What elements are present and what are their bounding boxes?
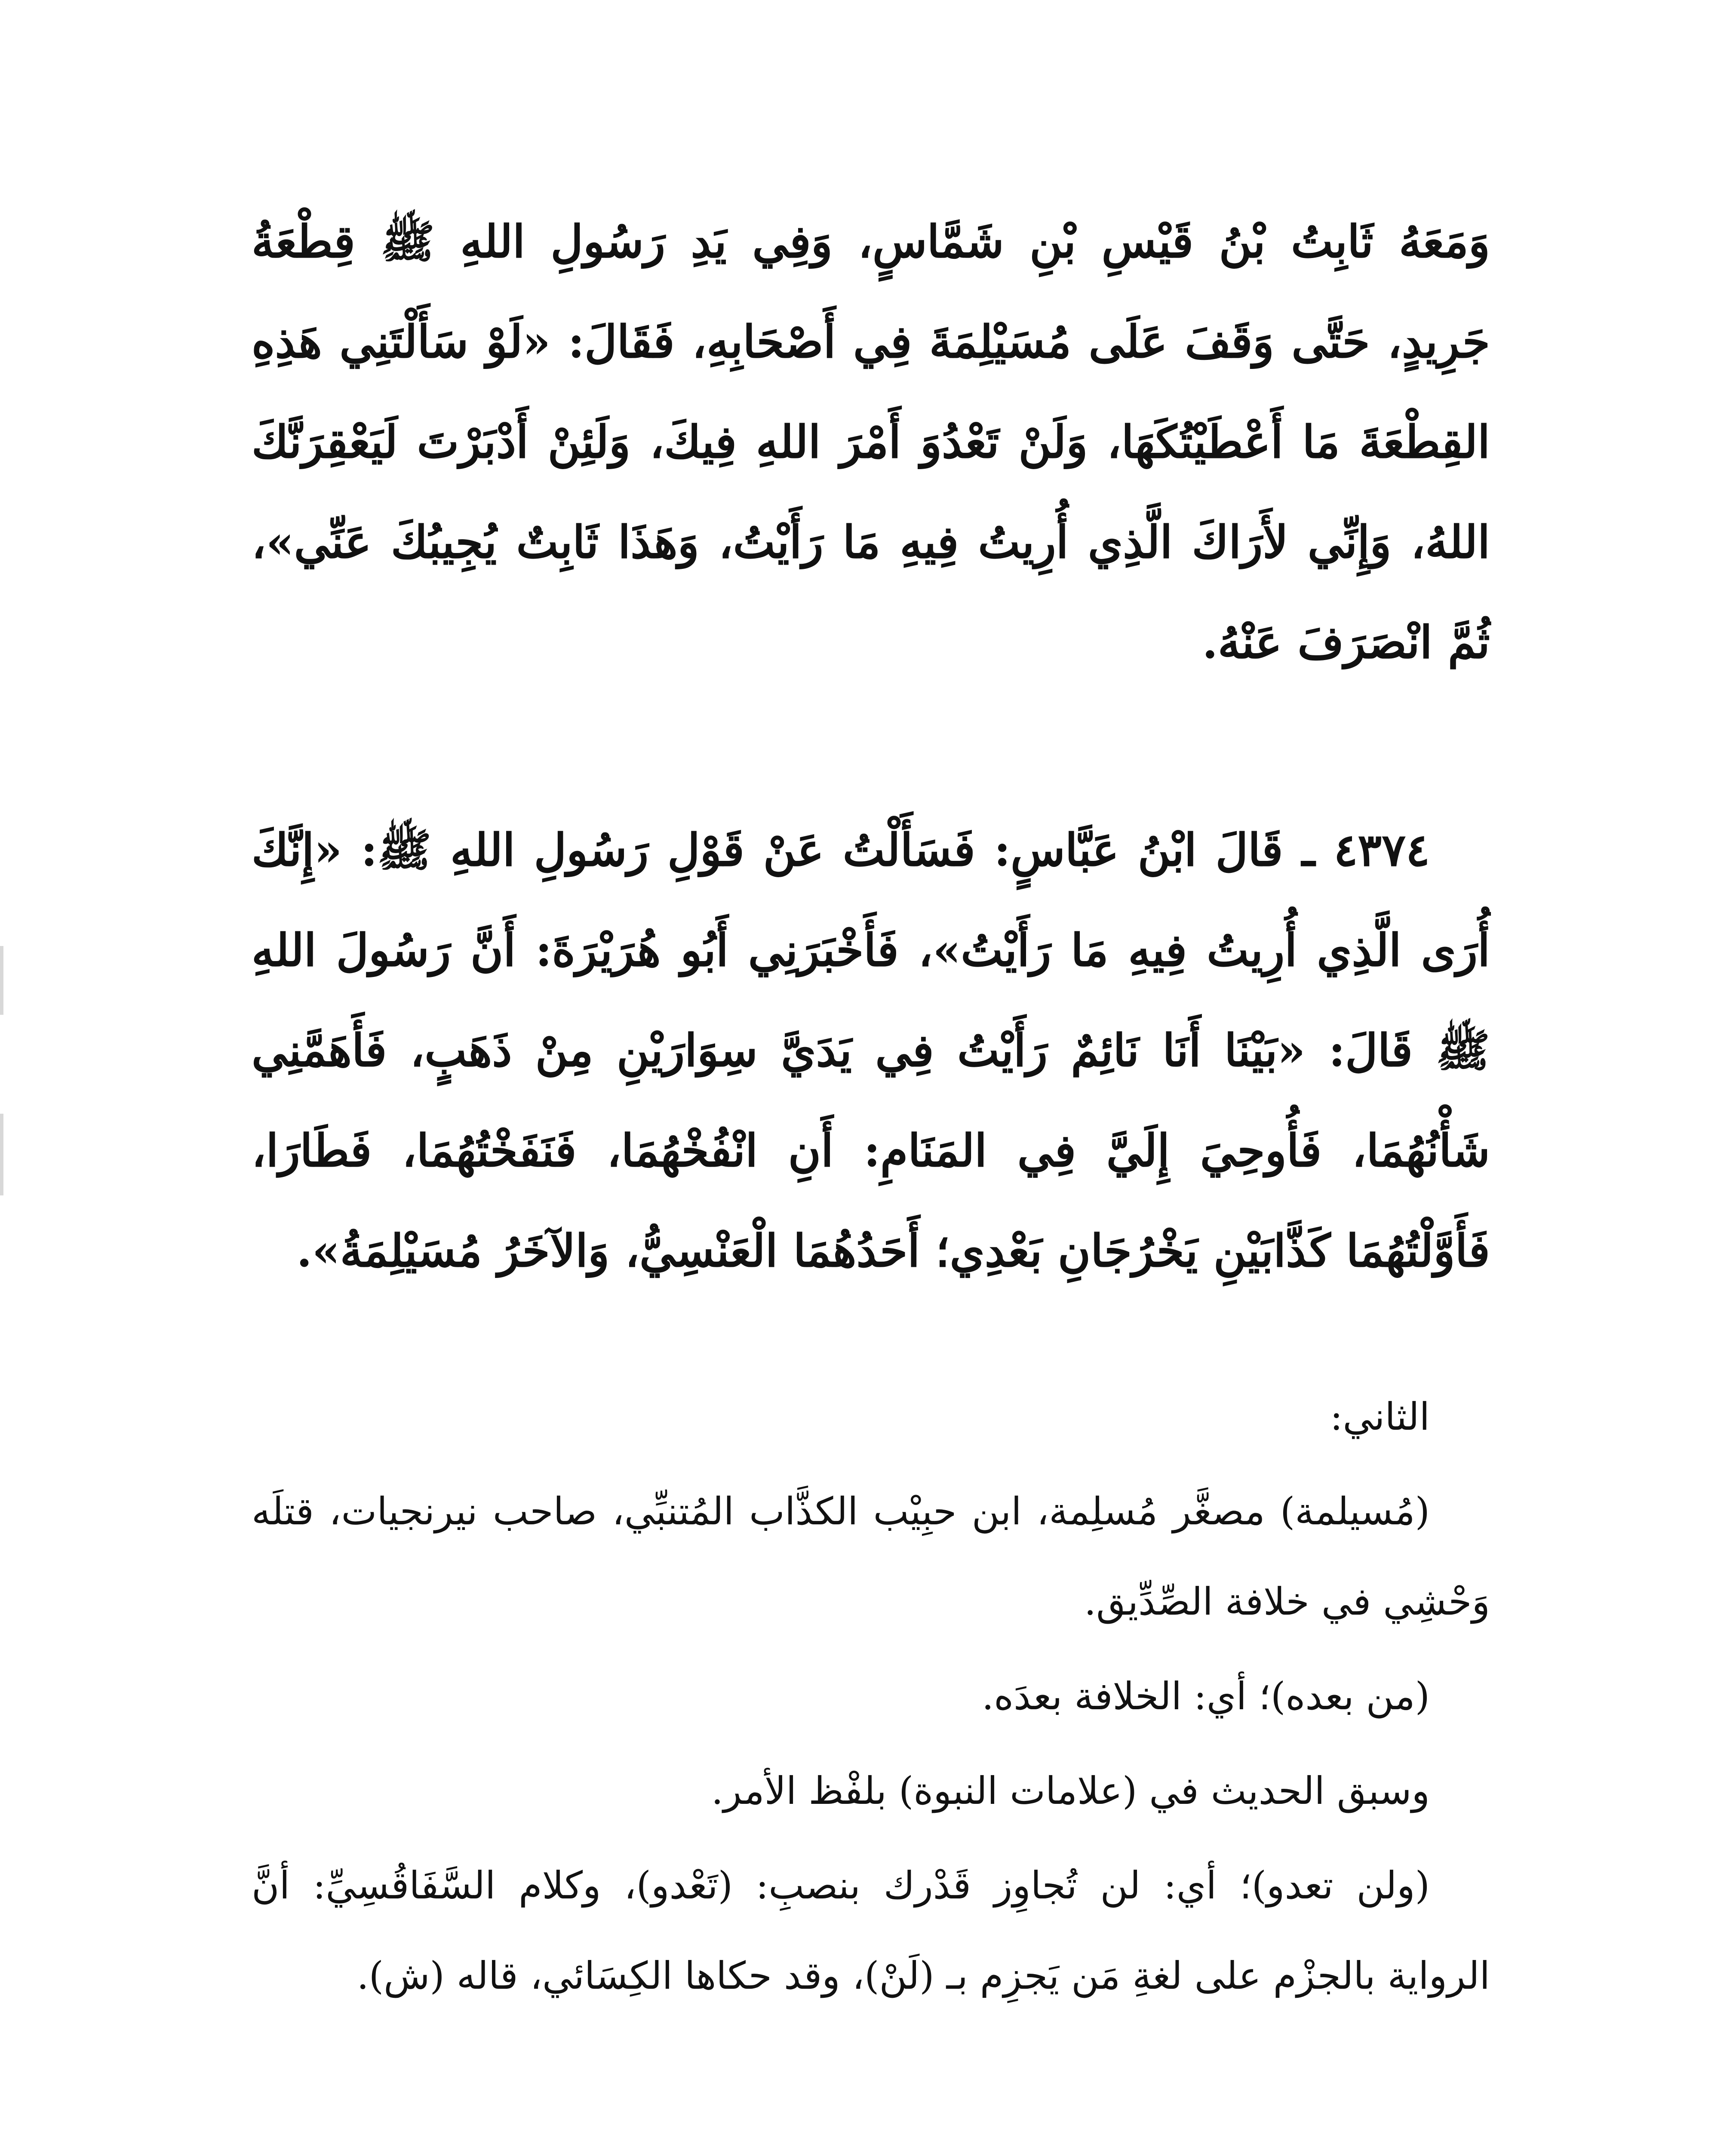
commentary-paragraph-sabq: وسبق الحديث في (علامات النبوة) بلفْظ الأمر.	[711, 1769, 1430, 1813]
hadith-continuation-block	[252, 191, 1490, 692]
hadith-4374-block	[252, 800, 1490, 1301]
commentary-paragraph-lan-taduw: (ولن تعدو)؛ أي: لن تُجاوِز قَدْرك بنصبِ: (تَعْدو)، وكلام السَّفَاقُسِيِّ: أنَّ الرواية بالجزْم على لغةِ مَن يَجزِم بـ (لَنْ)، وقد حكاها الكِسَائي، قاله (ش).	[252, 1863, 1490, 1998]
hadith-4374-text: ٤٣٧٤ ـ قَالَ ابْنُ عَبَّاسٍ: فَسَأَلْتُ عَنْ قَوْلِ رَسُولِ اللهِ ﷺ: «إِنَّكَ أُرَى الَّذِي أُرِيتُ فِيهِ مَا رَأَيْتُ»، فَأَخْبَرَنِي أَبُو هُرَيْرَةَ: أَنَّ رَسُولَ اللهِ ﷺ قَالَ: «بَيْنَا أَنَا نَائِمٌ رَأَيْتُ فِي يَدَيَّ سِوَارَيْنِ مِنْ ذَهَبٍ، فَأَهَمَّنِي شَأْنُهُمَا، فَأُوحِيَ إِلَيَّ فِي المَنَامِ: أَنِ انْفُخْهُمَا، فَنَفَخْتُهُمَا، فَطَارَا، فَأَوَّلْتُهُمَا كَذَّابَيْنِ يَخْرُجَانِ بَعْدِي؛ أَحَدُهُمَا الْعَنْسِيُّ، وَالآخَرُ مُسَيْلِمَةُ».	[252, 823, 1490, 1277]
commentary-paragraph-musaylima: (مُسيلمة) مصغَّر مُسلِمة، ابن حبِيْب الكذَّاب المُتنبِّي، صاحب نيرنجيات، قتلَه وَحْشِي في خلافة الصِّدِّيق.	[252, 1489, 1490, 1624]
commentary-block	[252, 1372, 1490, 2021]
commentary-paragraph-min-badihi: (من بعده)؛ أي: الخلافة بعدَه.	[982, 1674, 1430, 1718]
scan-edge-mark	[0, 1114, 3, 1195]
scan-edge-mark	[0, 946, 3, 1015]
hadith-continuation-text: وَمَعَهُ ثَابِتُ بْنُ قَيْسِ بْنِ شَمَّاسٍ، وَفِي يَدِ رَسُولِ اللهِ ﷺ قِطْعَةُ جَرِيدٍ، حَتَّى وَقَفَ عَلَى مُسَيْلِمَةَ فِي أَصْحَابِهِ، فَقَالَ: «لَوْ سَأَلْتَنِي هَذِهِ القِطْعَةَ مَا أَعْطَيْتُكَهَا، وَلَنْ تَعْدُوَ أَمْرَ اللهِ فِيكَ، وَلَئِنْ أَدْبَرْتَ لَيَعْقِرَنَّكَ اللهُ، وَإِنِّي لأَرَاكَ الَّذِي أُرِيتُ فِيهِ مَا رَأَيْتُ، وَهَذَا ثَابِتٌ يُجِيبُكَ عَنِّي»، ثُمَّ انْصَرَفَ عَنْهُ.	[252, 215, 1490, 669]
commentary-heading: الثاني:	[1330, 1394, 1430, 1439]
